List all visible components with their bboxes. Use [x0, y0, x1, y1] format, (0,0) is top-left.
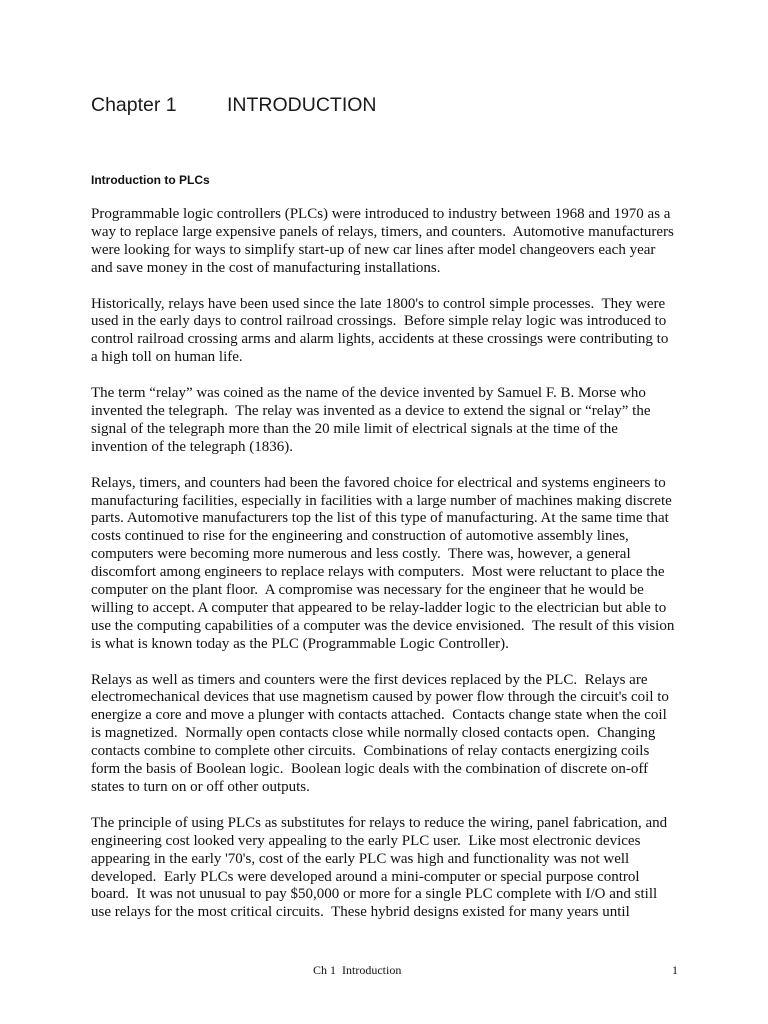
paragraph-relay-history [91, 296, 691, 368]
text-line: The term “relay” was coined as the name of the device invented by Samuel F. B. Morse who [91, 385, 646, 402]
text-line: manufacturing facilities, especially in facilities with a large number of machines making discrete [91, 492, 672, 509]
text-line: a high toll on human life. [91, 349, 243, 366]
paragraph-plc-introduction [91, 206, 691, 278]
text-line: use relays for the most critical circuits. These hybrid designs existed for many years until [91, 904, 630, 921]
text-line: discomfort among engineers to replace relays with computers. Most were reluctant to place the [91, 564, 665, 581]
text-line: states to turn on or off other outputs. [91, 779, 310, 795]
text-line: and save money in the cost of manufacturing installations. [91, 259, 441, 276]
chapter-title: INTRODUCTION [227, 94, 377, 116]
text-line: way to replace large expensive panels of relays, timers, and counters. Automotive manufacturers [91, 223, 674, 240]
text-line: form the basis of Boolean logic. Boolean logic deals with the combination of discrete on-off [91, 761, 649, 778]
text-line: parts. Automotive manufacturers top the list of this type of manufacturing. At the same time that [91, 510, 669, 527]
text-line: Relays as well as timers and counters were the first devices replaced by the PLC. Relays are [91, 671, 648, 688]
text-line: costs continued to rise for the engineering and construction of automotive assembly lines, [91, 528, 629, 545]
text-line: signal of the telegraph more than the 20 mile limit of electrical signals at the time of the [91, 420, 618, 437]
text-line: Relays, timers, and counters had been the favored choice for electrical and systems engineers to [91, 474, 666, 491]
text-line: invented the telegraph. The relay was invented as a device to extend the signal or “relay” the [91, 402, 651, 419]
text-line: energize a core and move a plunger with contacts attached. Contacts change state when the coil [91, 707, 667, 724]
text-line: electromechanical devices that use magnetism caused by power flow through the circuit's coil to [91, 689, 669, 706]
chapter-number: Chapter 1 [91, 94, 177, 116]
text-line: appearing in the early '70's, cost of the early PLC was high and functionality was not well [91, 850, 630, 867]
text-line: is magnetized. Normally open contacts close while normally closed contacts open. Changing [91, 725, 656, 742]
text-line: Historically, relays have been used since the late 1800's to control simple processes. They were [91, 295, 666, 312]
paragraph-relay-term [91, 385, 691, 457]
paragraph-relays-vs-computers [91, 475, 691, 654]
section-heading: Introduction to PLCs [91, 173, 210, 187]
text-line: board. It was not unusual to pay $50,000 or more for a single PLC complete with I/O and still [91, 886, 658, 903]
text-line: contacts combine to complete other circuits. Combinations of relay contacts energizing coils [91, 743, 650, 760]
paragraph-relay-replacement [91, 672, 691, 797]
text-line: used in the early days to control railroad crossings. Before simple relay logic was introduced to [91, 313, 667, 330]
text-line: developed. Early PLCs were developed around a mini-computer or special purpose control [91, 868, 640, 885]
text-line: is what is known today as the PLC (Programmable Logic Controller). [91, 635, 509, 652]
text-line: invention of the telegraph (1836). [91, 438, 294, 455]
text-line: were looking for ways to simplify start-up of new car lines after model changeovers each year [91, 241, 656, 258]
body-text [91, 206, 691, 940]
footer-page-number: 1 [672, 963, 678, 977]
text-line: willing to accept. A computer that appeared to be relay-ladder logic to the electrician but able to [91, 599, 667, 616]
footer-running-title: Ch 1 Introduction [313, 963, 402, 977]
text-line: control railroad crossing arms and alarm lights, accidents at these crossings were contributing to [91, 331, 669, 348]
text-line: The principle of using PLCs as substitutes for relays to reduce the wiring, panel fabrication, and [91, 814, 668, 831]
text-line: computer on the plant floor. A compromise was necessary for the engineer that he would be [91, 582, 644, 599]
text-line: Programmable logic controllers (PLCs) were introduced to industry between 1968 and 1970 as a [91, 206, 671, 222]
text-line: use the computing capabilities of a computer was the device envisioned. The result of this vision [91, 617, 675, 634]
paragraph-plc-principle [91, 815, 691, 922]
text-line: engineering cost looked very appealing to the early PLC user. Like most electronic devices [91, 832, 641, 849]
text-line: computers were becoming more numerous and less costly. There was, however, a general [91, 546, 631, 563]
